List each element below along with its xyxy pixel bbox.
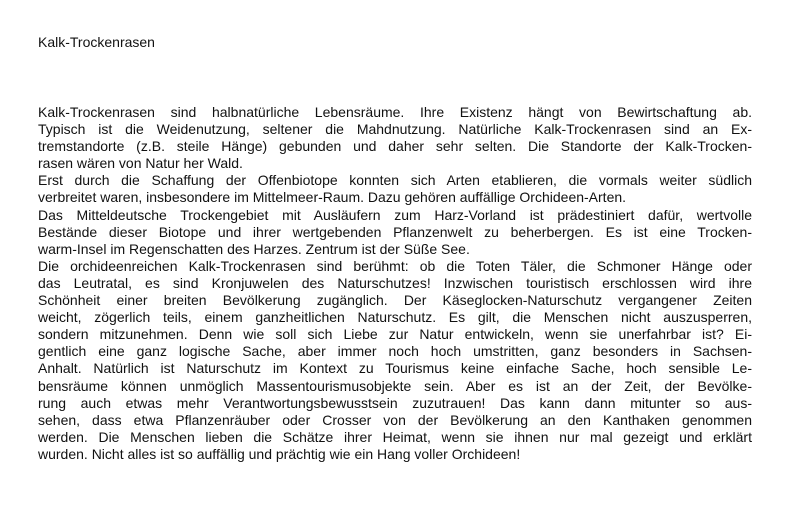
body-text-line: das Leutratal, es sind Kronjuwelen des Naturschutzes! Inzwischen touristisch erschlossen wird ihre — [38, 274, 752, 291]
body-text-line: Anhalt. Natürlich ist Naturschutz im Kontext zu Tourismus keine einfache Sache, hoch sensible Le- — [38, 360, 752, 377]
body-text-line: rung auch etwas mehr Verantwortungsbewusstsein zuzutrauen! Das kann dann mitunter so aus- — [38, 394, 752, 411]
body-text-line: Die orchideenreichen Kalk-Trockenrasen sind berühmt: ob die Toten Täler, die Schmoner Hänge oder — [38, 257, 752, 274]
body-text-line: Typisch ist die Weidenutzung, seltener die Mahdnutzung. Natürliche Kalk-Trockenrasen sind an Ex- — [38, 121, 752, 138]
body-text-line: Kalk-Trockenrasen sind halbnatürliche Lebensräume. Ihre Existenz hängt von Bewirtschaftung ab. — [38, 104, 752, 120]
body-text-line: Erst durch die Schaffung der Offenbiotope konnten sich Arten etablieren, die vormals weiter südlich — [38, 172, 752, 189]
body-text-line: bensräume können unmöglich Massentourismusobjekte sein. Aber es ist an der Zeit, der Bevölke- — [38, 377, 752, 394]
body-text-line: Schönheit einer breiten Bevölkerung zugänglich. Der Käseglocken-Naturschutz vergangener Zeiten — [38, 292, 752, 309]
body-text-line: wurden. Nicht alles ist so auffällig und prächtig wie ein Hang voller Orchideen! — [38, 445, 521, 462]
body-text-line: weicht, zögerlich teils, einem ganzheitlichen Naturschutz. Es gilt, die Menschen nicht auszusperren, — [38, 309, 752, 326]
body-text-line: werden. Die Menschen lieben die Schätze ihrer Heimat, wenn sie ihnen nur mal gezeigt und erklärt — [38, 428, 752, 445]
body-text-line: sondern mitzunehmen. Denn wie soll sich Liebe zur Natur entwickeln, wenn sie unerfahrbar ist? Ei- — [38, 326, 752, 343]
document-title: Kalk-Trockenrasen — [38, 34, 155, 50]
body-text-line: warm-Insel im Regenschatten des Harzes. Zentrum ist der Süße See. — [38, 240, 470, 257]
body-text-line: sehen, dass etwa Pflanzenräuber oder Crosser von der Bevölkerung an den Kanthaken genommen — [38, 411, 752, 428]
document-body — [38, 104, 752, 463]
body-text-line: Bestände dieser Biotope und ihrer wertgebenden Pflanzenwelt zu beherbergen. Es ist eine Trocken- — [38, 223, 752, 240]
body-text-line: rasen wären von Natur her Wald. — [38, 155, 243, 172]
body-text-line: gentlich eine ganz logische Sache, aber immer noch hoch umstritten, ganz besonders in Sachsen- — [38, 343, 752, 360]
body-text-line: tremstandorte (z.B. steile Hänge) gebunden und daher sehr selten. Die Standorte der Kalk-Trocken- — [38, 138, 752, 155]
body-text-line: Das Mitteldeutsche Trockengebiet mit Ausläufern zum Harz-Vorland ist prädestiniert dafür, wertvolle — [38, 206, 752, 223]
body-text-line: verbreitet waren, insbesondere im Mittelmeer-Raum. Dazu gehören auffällige Orchideen-Arten. — [38, 189, 627, 206]
